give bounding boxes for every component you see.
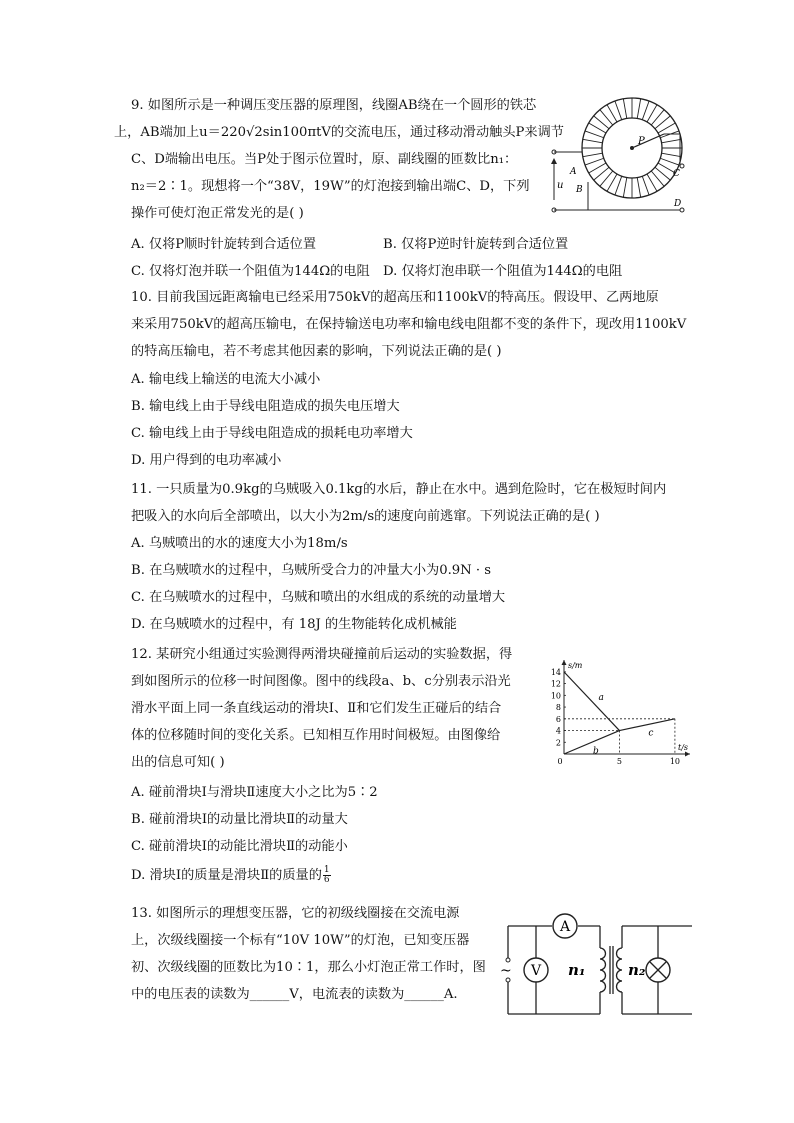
series-b-label: b (592, 746, 599, 757)
y-tick-label: 10 (550, 691, 561, 701)
q9-line-5: 操作可使灯泡正常发光的是( ) (131, 206, 304, 221)
q12-option-d-text: D. 滑块Ⅰ的质量是滑块Ⅱ的质量的 (131, 868, 322, 883)
q10-line-1: 10. 目前我国远距离输电已经采用750kV的超高压和1100kV的特高压。假设甲、乙两地原 (131, 290, 659, 305)
q10-option-d: D. 用户得到的电功率减小 (131, 453, 282, 468)
q10-option-a: A. 输电线上输送的电流大小减小 (131, 372, 321, 387)
q13-line-2: 上，次级线圈接一个标有“10V 10W”的灯泡，已知变压器 (131, 933, 470, 948)
q9-line-2: 上，AB端加上u＝220√2sin100πtV的交流电压，通过移动滑动触头P来调节 (114, 125, 564, 140)
series-c-label: c (648, 728, 654, 739)
q9-option-a: A. 仅将P顺时针旋转到合适位置 (131, 237, 317, 252)
q12-line-4: 体的位移随时间的变化关系。已知相互作用时间极短。由图像给 (131, 728, 501, 743)
q11-option-a: A. 乌贼喷出的水的速度大小为18m/s (131, 536, 348, 551)
series-c-line (619, 719, 674, 731)
q12-option-a: A. 碰前滑块Ⅰ与滑块Ⅱ速度大小之比为5∶2 (131, 785, 378, 800)
coil-turn (637, 99, 640, 119)
q13-circuit-figure (500, 908, 694, 1018)
q9-label-p: P (638, 136, 645, 147)
q11-option-d: D. 在乌贼喷水的过程中，有 18J 的生物能转化成机械能 (131, 617, 457, 632)
q9-option-b: B. 仅将P逆时针旋转到合适位置 (383, 237, 569, 252)
coil-turn (623, 178, 626, 198)
q9-label-d: D (674, 199, 682, 209)
y-tick-label: 6 (555, 714, 561, 724)
q11-line-2: 把吸入的水向后全部喷出，以大小为2m/s的速度向前逃窜。下列说法正确的是( ) (131, 509, 600, 524)
y-tick-label: 14 (550, 667, 561, 677)
coil-turn (583, 139, 603, 142)
q9-line-3: C、D端输出电压。当P处于图示位置时，原、副线圈的匝数比n₁： (131, 152, 518, 167)
q13-line-1: 13. 如图所示的理想变压器，它的初级线圈接在交流电源 (131, 906, 460, 921)
coil-turn (637, 178, 640, 198)
q11-option-c: C. 在乌贼喷水的过程中，乌贼和喷出的水组成的系统的动量增大 (131, 590, 506, 605)
series-a-line (564, 672, 619, 731)
q12-fraction (323, 866, 331, 885)
q12-option-b: B. 碰前滑块Ⅰ的动量比滑块Ⅱ的动量大 (131, 812, 348, 827)
q12-line-3: 滑水平面上同一条直线运动的滑块Ⅰ、Ⅱ和它们发生正碰后的结合 (131, 701, 502, 716)
q10-line-2: 来采用750kV的超高压输电，在保持输送电功率和输电线电阻都不变的条件下，现改用1100kV (131, 317, 687, 332)
q11-line-1: 11. 一只质量为0.9kg的乌贼吸入0.1kg的水后，静止在水中。遇到危险时，它在极短时间内 (131, 482, 667, 497)
q9-option-d: D. 仅将灯泡串联一个阻值为144Ω的电阻 (383, 264, 623, 279)
x-tick-label: 5 (616, 757, 623, 766)
q9-option-c: C. 仅将灯泡并联一个阻值为144Ω的电阻 (131, 264, 370, 279)
q13-source-symbol: ~ (500, 963, 512, 979)
q12-option-d (131, 866, 331, 886)
y-tick-label: 2 (555, 738, 561, 748)
coil-turn (642, 101, 649, 120)
q12-fraction-num: 1 (323, 865, 330, 875)
q10-option-b: B. 输电线上由于导线电阻造成的损失电压增大 (131, 399, 400, 414)
q13-ammeter-label: A (559, 919, 571, 935)
q9-line-4: n₂＝2∶1。现想将一个“38V，19W”的灯泡接到输出端C、D，下列 (131, 179, 530, 194)
x-tick-label: 10 (669, 757, 681, 766)
series-b-line (564, 731, 619, 757)
q9-label-b: B (576, 185, 583, 195)
q10-line-3: 的特高压输电，若不考虑其他因素的影响，下列说法正确的是( ) (131, 344, 502, 359)
coil-turn (642, 176, 649, 195)
y-axis-arrow (562, 660, 567, 665)
y-tick-label: 12 (550, 679, 561, 689)
q13-voltmeter-label: V (530, 963, 542, 979)
coil-turn (583, 153, 603, 156)
coil-turn (585, 158, 604, 165)
q9-label-u: u (557, 180, 564, 191)
coil-turn (585, 131, 604, 138)
x-axis-arrow (685, 752, 690, 757)
q9-label-c: C (673, 169, 680, 179)
q12-fraction-den: 6 (323, 875, 330, 885)
q12-option-c: C. 碰前滑块Ⅰ的动能比滑块Ⅱ的动能小 (131, 839, 348, 854)
coil-turn (615, 176, 622, 195)
x-axis-label: t/s (678, 743, 689, 752)
q12-line-1: 12. 某研究小组通过实验测得两滑块碰撞前后运动的实验数据，得 (131, 647, 513, 662)
q9-transformer-figure (548, 92, 694, 222)
q13-n2-label: n₂ (628, 961, 646, 979)
q12-line-2: 到如图所示的位移一时间图像。图中的线段a、b、c分别表示沿光 (131, 674, 511, 689)
q13-n1-label: n₁ (568, 961, 586, 979)
series-a-label: a (598, 693, 604, 704)
q13-line-3: 初、次级线圈的匝数比为10∶1，那么小灯泡正常工作时，图 (131, 960, 486, 975)
coil-turn (662, 139, 682, 142)
q12-line-5: 出的信息可知( ) (131, 755, 225, 770)
y-tick-label: 4 (555, 726, 561, 736)
coil-turn (662, 153, 682, 156)
y-axis-label: s/m (568, 661, 583, 670)
q9-label-a: A (570, 167, 577, 177)
y-tick-label: 8 (555, 703, 561, 713)
q11-option-b: B. 在乌贼喷水的过程中，乌贼所受合力的冲量大小为0.9N · s (131, 563, 492, 578)
q13-line-4: 中的电压表的读数为______V，电流表的读数为______A. (131, 987, 458, 1002)
coil-turn (660, 158, 679, 165)
coil-turn (623, 99, 626, 119)
q10-option-c: C. 输电线上由于导线电阻造成的损耗电功率增大 (131, 426, 413, 441)
coil-turn (615, 101, 622, 120)
q9-line-1: 9. 如图所示是一种调压变压器的原理图，线圈AB绕在一个圆形的铁芯 (131, 98, 537, 113)
x-tick-label: 0 (557, 757, 563, 766)
q12-displacement-time-chart (546, 658, 696, 768)
